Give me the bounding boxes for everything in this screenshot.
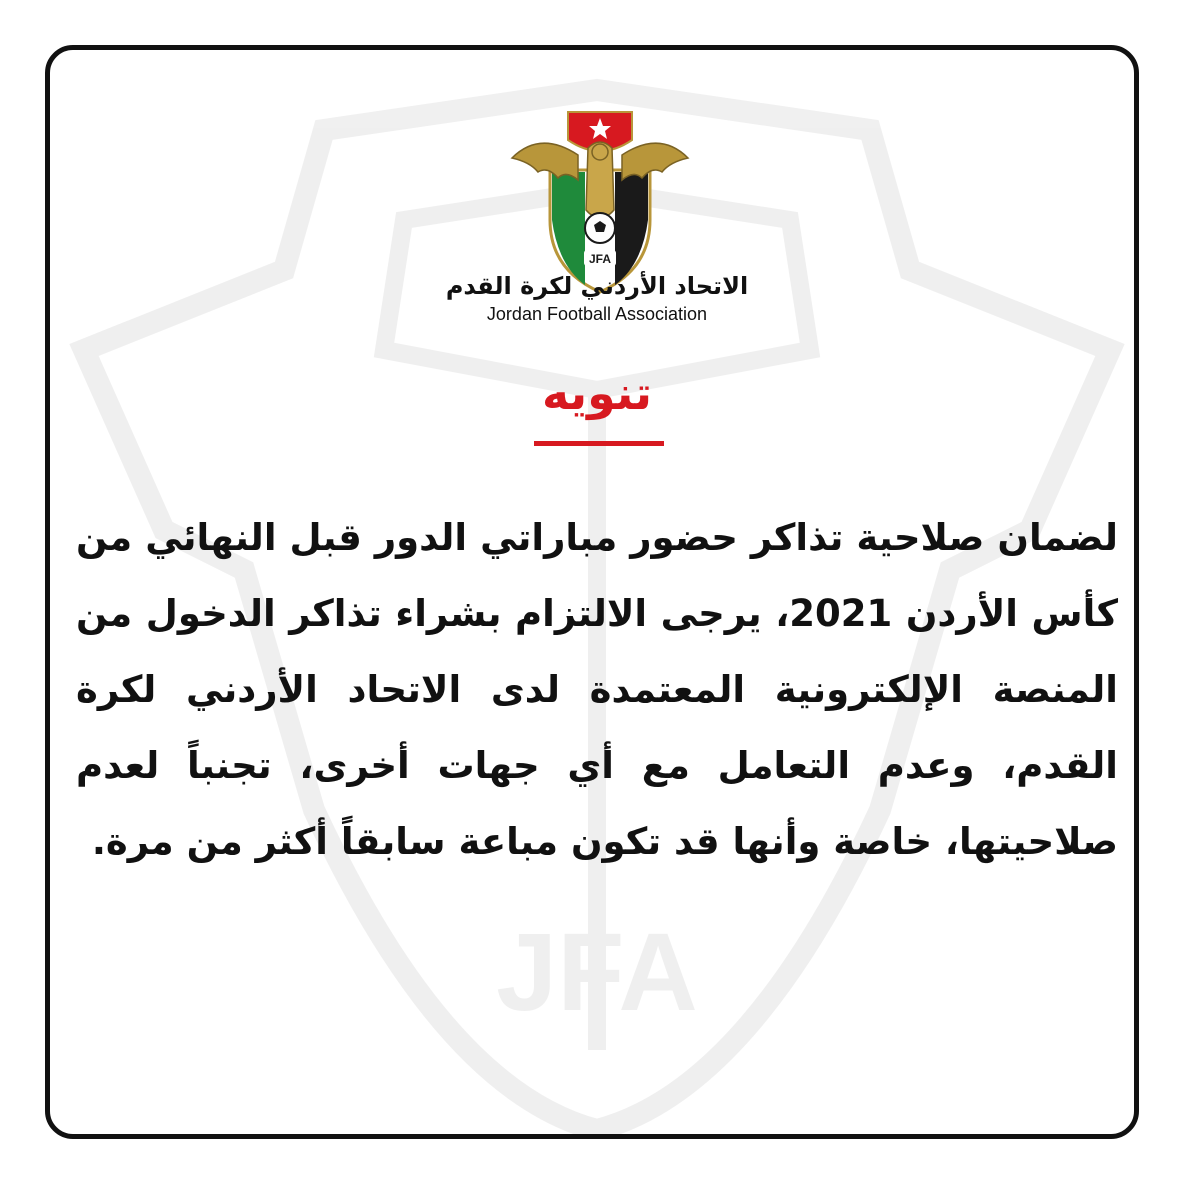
notice-card xyxy=(45,45,1139,1139)
org-name-arabic: الاتحاد الأردني لكرة القدم xyxy=(445,272,749,300)
jfa-crest-icon xyxy=(510,100,690,300)
notice-body: لضمان صلاحية تذاكر حضور مباراتي الدور قبل النهائي من كأس الأردن 2021، يرجى الالتزام بشراء تذاكر الدخول من المنصة الإلكترونية المعتمدة لدى الاتحاد الأردني لكرة القدم، وعدم التعامل مع أي جهات أخرى، تجنباً لعدم صلاحيتها، خاصة وأنها قد تكون مباعة سابقاً أكثر من مرة. xyxy=(76,516,1118,863)
jfa-badge-text: JFA xyxy=(588,252,612,266)
notice-title: تنويه xyxy=(541,366,653,420)
watermark-text: JFA xyxy=(496,911,698,1034)
org-name-english: Jordan Football Association xyxy=(486,304,708,324)
title-underline xyxy=(534,441,664,446)
